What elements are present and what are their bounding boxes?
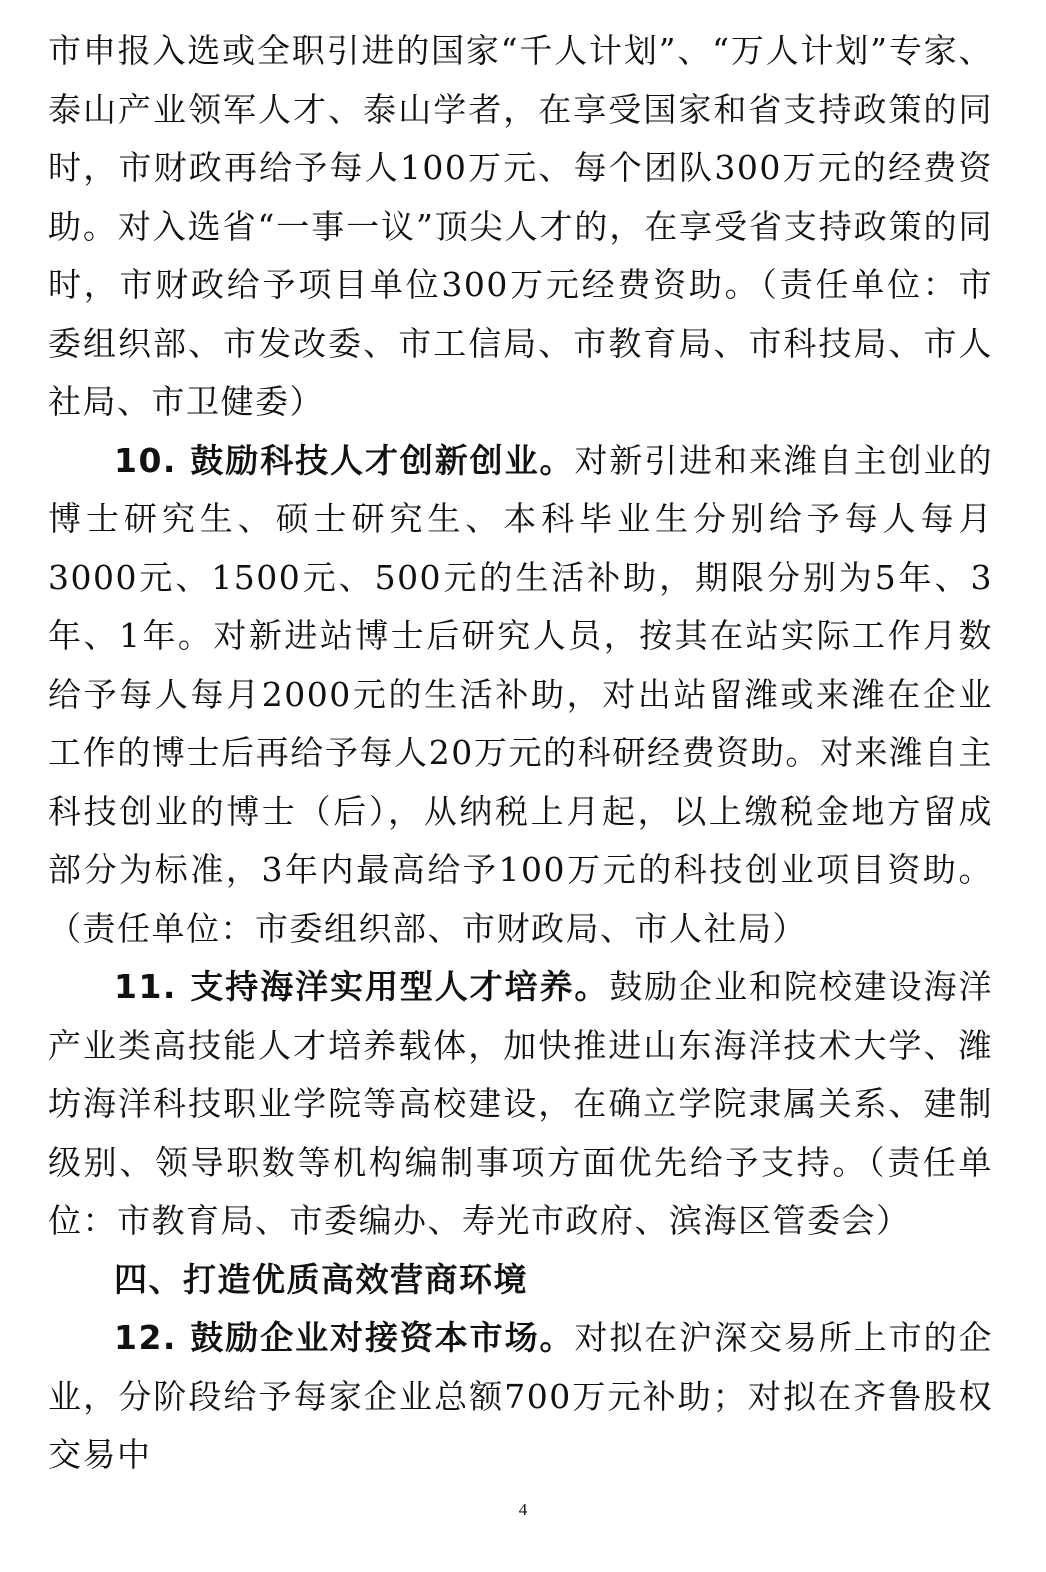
paragraph-body: 对拟在沪深交易所上市的企业，分阶段给予每家企业总额700万元补助；对拟在齐鲁股权交易中 — [48, 1318, 994, 1474]
paragraph-body: 市申报入选或全职引进的国家“千人计划”、“万人计划”专家、泰山产业领军人才、泰山学者，在享受国家和省支持政策的同时，市财政再给予每人100万元、每个团队300万元的经费资助。对入选省“一事一议”顶尖人才的，在享受省支持政策的同时，市财政给予项目单位300万元经费资助。（责任单位：市委组织部、市发改委、市工信局、市教育局、市科技局、市人社局、市卫健委） — [48, 31, 993, 421]
item-heading: 12. 鼓励企业对接资本市场。 — [114, 1318, 575, 1357]
paragraph-body: 鼓励企业和院校建设海洋产业类高技能人才培养载体，加快推进山东海洋技术大学、潍坊海洋科技职业学院等高校建设，在确立学院隶属关系、建制级别、领导职数等机构编制事项方面优先给予支持。（责任单位：市教育局、市委编办、寿光市政府、滨海区管委会） — [48, 967, 993, 1240]
page-number: 4 — [518, 1500, 528, 1519]
item-heading: 11. 支持海洋实用型人才培养。 — [114, 967, 610, 1006]
document-page — [48, 22, 993, 1485]
paragraph-item-11 — [48, 958, 993, 1251]
paragraph-continuation — [48, 22, 993, 432]
paragraph-item-12 — [48, 1309, 993, 1485]
section-heading: 四、打造优质高效营商环境 — [114, 1259, 528, 1299]
paragraph-body: 对新引进和来潍自主创业的博士研究生、硕士研究生、本科毕业生分别给予每人每月3000元、1500元、500元的生活补助，期限分别为5年、3年、1年。对新进站博士后研究人员，按其在站实际工作月数给予每人每月2000元的生活补助，对出站留潍或来潍在企业工作的博士后再给予每人20万元的科研经费资助。对来潍自主科技创业的博士（后），从纳税上月起，以上缴税金地方留成部分为标准，3年内最高给予100万元的科技创业项目资助。（责任单位：市委组织部、市财政局、市人社局） — [48, 440, 994, 948]
paragraph-item-10 — [48, 432, 993, 959]
item-heading: 10. 鼓励科技人才创新创业。 — [114, 440, 575, 480]
